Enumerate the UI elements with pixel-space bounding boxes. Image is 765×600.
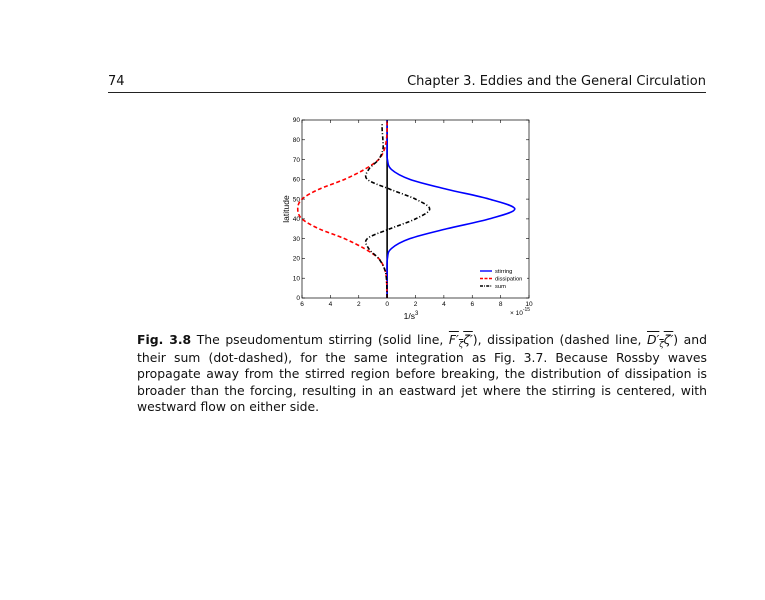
x-tick-label: 6 (470, 301, 475, 308)
y-tick-label: 90 (292, 117, 300, 125)
page-header (108, 74, 706, 94)
caption-text-2: ), dissipation (dashed line, (472, 332, 647, 347)
symbol-stirring-sub: ζ (458, 340, 464, 349)
y-tick-label: 20 (292, 255, 300, 263)
y-axis-label: latitude (281, 195, 291, 223)
symbol-stirring (449, 332, 473, 347)
x-multiplier-exp: -15 (522, 307, 531, 313)
y-tick-label: 40 (292, 216, 300, 224)
x-axis-label (404, 311, 419, 321)
caption-text-3: ) and their sum (dot-dashed), for the same integration as Fig. 3.7. Because Rossby waves propagate away from the stirred region before breaking, the distribution of dissipation is broader than the forcing, resulting in an eastward jet where the stirring is centered, with westward flow on either side. (137, 332, 707, 414)
x-tick-label: 4 (328, 301, 333, 308)
symbol-stirring-main: F′ (448, 332, 459, 347)
y-tick-label: 50 (292, 196, 300, 204)
y-tick-label: 0 (296, 295, 300, 303)
symbol-stirring-tail: ζ′ (463, 332, 473, 347)
x-tick-label: 6 (300, 301, 304, 308)
y-tick-label: 70 (292, 156, 300, 164)
y-tick-label: 60 (292, 176, 300, 184)
running-head: Chapter 3. Eddies and the General Circulation (407, 74, 706, 89)
x-tick-label: 10 (525, 301, 533, 308)
legend-label-dissipation: dissipation (495, 276, 523, 283)
figure (270, 112, 545, 322)
x-tick-label: 8 (498, 301, 503, 308)
x-multiplier (510, 307, 530, 317)
x-tick-label: 2 (356, 301, 361, 308)
symbol-dissipation (647, 332, 673, 347)
caption-text-1: The pseudomentum stirring (solid line, (191, 332, 449, 347)
figure-caption (137, 332, 707, 415)
x-tick-label: 4 (442, 301, 446, 308)
y-tick-label: 80 (292, 136, 300, 144)
y-tick-label: 10 (292, 275, 300, 283)
line-chart (270, 112, 545, 322)
symbol-dissipation-main: D′ (647, 332, 660, 347)
y-tick-label: 30 (292, 235, 300, 243)
caption-label: Fig. 3.8 (137, 332, 192, 347)
legend-label-sum: sum (495, 284, 506, 290)
symbol-dissipation-tail: ζ′ (663, 332, 674, 347)
page-number: 74 (108, 74, 125, 89)
x-axis-label-sup: 3 (415, 311, 419, 317)
symbol-dissipation-sub: ζ (659, 340, 664, 349)
header-rule (108, 92, 706, 93)
x-axis-label-base: 1/s (403, 311, 415, 321)
x-multiplier-base: × 10 (510, 310, 523, 317)
legend-label-stirring: stirring (495, 269, 513, 275)
x-tick-label: 2 (413, 301, 418, 308)
x-tick-label: 0 (385, 301, 389, 308)
